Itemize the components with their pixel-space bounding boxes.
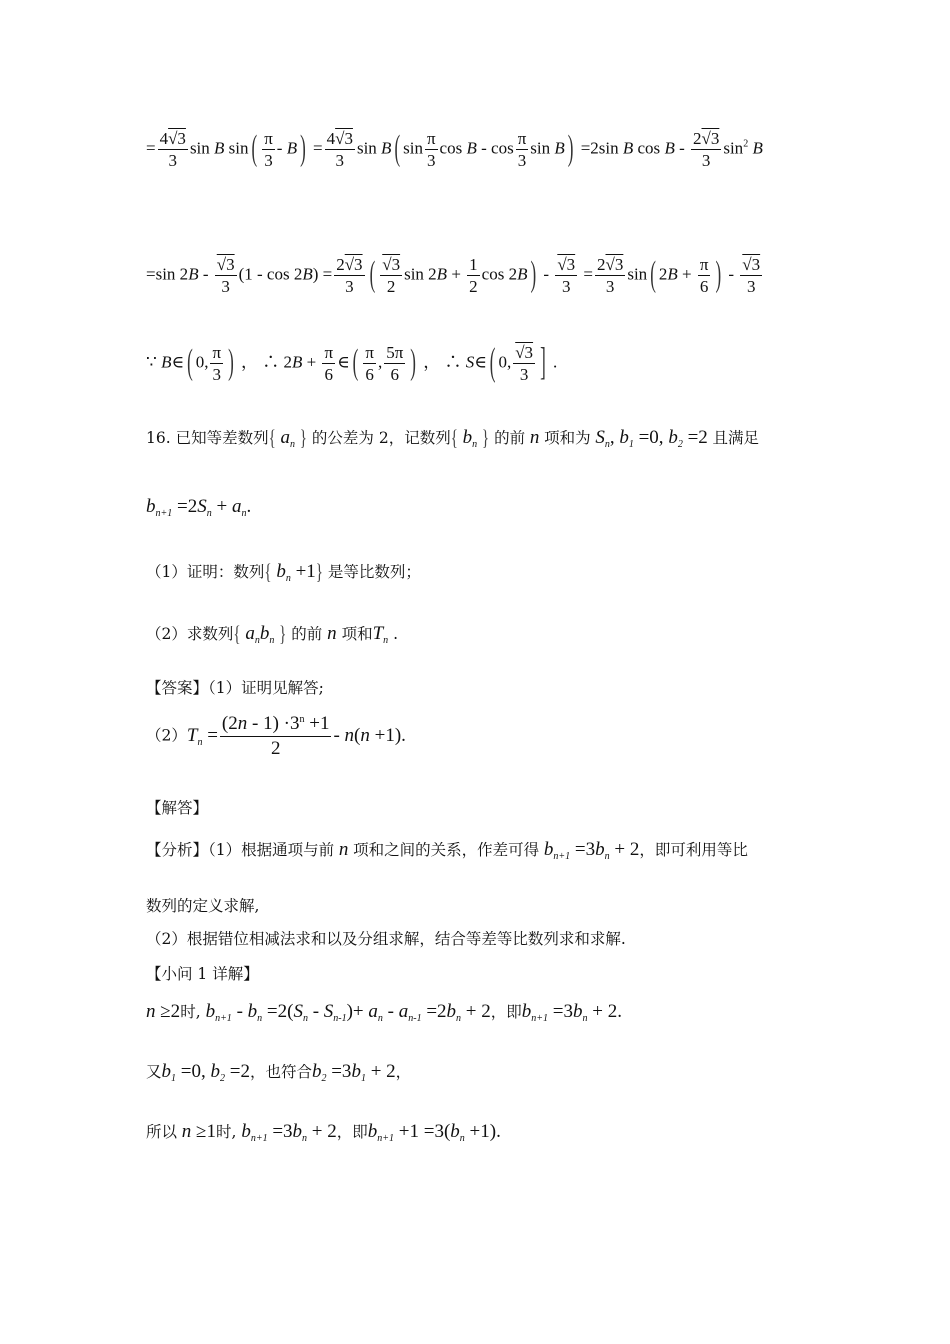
- equation-line-2: =sin 2B - $\frac{√3}{3}$ (1 - cos 2B) = $\frac{2√3}{3}$ ( $\frac{√3}{2}$ sin 2B + $\frac{1}{2}$ cos 2B ) - $\frac{√3}{3}$ = $\frac{2√3}{3}$ sin ( 2B + $\frac{\pi}{6}$ ) - $\frac{√3}{3}$: [146, 253, 761, 297]
- step-3-ji: ，即: [336, 1123, 368, 1141]
- problem-16-part-1: （1）证明：数列{ $b_n +1$} 是等比数列；: [146, 560, 421, 585]
- problem-16-text-a: 16. 已知等差数列: [146, 429, 269, 447]
- step-2-you: 又: [146, 1063, 162, 1081]
- analysis-text-1b: 项和之间的关系，作差可得: [353, 841, 540, 859]
- detail-label: 【小问 1 详解】: [146, 965, 259, 983]
- analysis-line-3: （2）根据错位相减法求和以及分组求解，结合等差等比数列求和求解.: [146, 930, 626, 948]
- step-2-also: ，也符合: [249, 1063, 312, 1081]
- problem-16-text-e: 且满足: [712, 429, 760, 447]
- analysis-text-1a: （1）根据通项与前: [208, 841, 335, 859]
- answer-part-2-prefix: （2）: [146, 726, 187, 745]
- equation-line-3: ∵ B∈ ( 0, $\frac{\pi}{3}$ ) ， ∴ 2B + $\frac{\pi}{6}$ ∈ ( $\frac{\pi}{6}$ , $\frac{5\pi}{6}$ ) ， ∴ S∈ ( 0, $\frac{√3}{3}$ ] .: [146, 339, 558, 385]
- detail-step-2: 又$b_1 =0$, $b_2 =2$，也符合$b_2 =3b_1 + 2$，: [146, 1061, 412, 1084]
- analysis-text-1c: ，即可利用等比: [639, 841, 748, 859]
- problem-16-text-d: 项和为: [544, 429, 591, 447]
- problem-16-text-b: 的公差为 2，记数列: [311, 429, 451, 447]
- problem-16-text-c: 的前: [494, 429, 526, 447]
- analysis-label: 【分析】: [146, 841, 209, 859]
- step-3-so: 所以: [146, 1123, 178, 1141]
- answer-label: 【答案】: [146, 679, 209, 697]
- step-3-when: 时,: [215, 1123, 237, 1141]
- step-1-when: 时,: [180, 1003, 201, 1021]
- answer-line-1: [146, 676, 324, 698]
- problem-16-part-2: （2）求数列{ $a_nb_n$ } 的前 n 项和$T_n$ .: [146, 622, 399, 647]
- equation-line-1: = $\frac{4√3}{3}$ sin B sin ( $\frac{\pi}{3}$ - B ) = $\frac{4√3}{3}$ sin B ( sin $\frac{\pi}{3}$ cos B - cos $\frac{\pi}{3}$ sin B ) =2sin B cos B - $\frac{2√3}{3}$ $\sin^2 B$: [146, 127, 763, 171]
- detail-step-1: n ≥2时, $b_{n+1} - b_n =2(S_n - S_{n-1})+ a_n - a_{n-1} =2b_n + 2$，即$b_{n+1} =3b_n + 2$.: [146, 1001, 622, 1024]
- step-1-ji: ，即: [490, 1003, 522, 1021]
- solution-label: 【解答】: [146, 799, 209, 817]
- answer-line-2: $(2)T_n$ = $\frac{(2n - 1) \cdot 3^n +1}{2}$ - n(n +1).: [146, 713, 406, 759]
- analysis-line-1: 【分析】（1）根据通项与前 n 项和之间的关系，作差可得 $b_{n+1} =3b_n + 2$，即可利用等比: [146, 839, 748, 862]
- detail-step-3: 所以 n ≥1时, $b_{n+1} =3b_n + 2$，即$b_{n+1} +1 =3(b_n +1)$.: [146, 1121, 501, 1144]
- analysis-line-2: 数列的定义求解,: [146, 897, 260, 915]
- problem-16-condition: $b_{n+1} =2S_n + a_n$.: [146, 496, 252, 519]
- problem-16-statement: 16. 已知等差数列{ $a_n$ } 的公差为 2，记数列{ $b_n$ } 的前 n 项和为 $S_n$, $b_1 =0$, $b_2 =2$ 且满足: [146, 426, 760, 451]
- answer-part-1: （1）证明见解答;: [208, 679, 324, 697]
